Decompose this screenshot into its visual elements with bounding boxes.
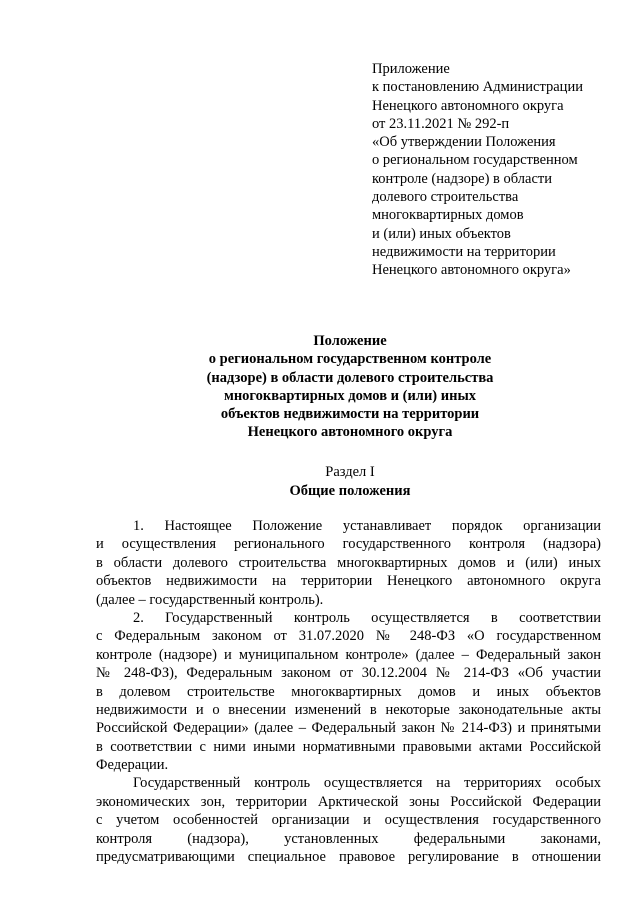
appendix-line: Ненецкого автономного округа» [372,262,571,279]
paragraph-line: предусматривающими специальное правовое регулирование в отношении [96,849,601,866]
paragraph-line: 1. Настоящее Положение устанавливает порядок организации [133,518,601,534]
appendix-line: Приложение [372,61,450,77]
paragraph-line: в области долевого строительства многоквартирных домов и (или) иных [96,554,601,571]
appendix-line: долевого строительства [372,189,519,206]
paragraph-line: 2. Государственный контроль осуществляется в соответствии [133,609,601,626]
paragraph-line: (далее – государственный контроль). [96,591,324,608]
paragraph-line: с учетом особенностей организации и осуществления государственного [96,812,601,829]
paragraph-line: в долевом строительстве многоквартирных домов и иных объектов [96,683,601,700]
title-line: многоквартирных домов и (или) иных [223,387,477,404]
appendix-line: многоквартирных домов [372,207,524,224]
appendix-line: к постановлению Администрации [372,79,583,96]
appendix-line: «Об утверждении Положения [372,134,556,151]
title-line: Положение [313,333,387,349]
title-line: (надзоре) в области долевого строительства [206,369,494,386]
paragraph-line: контроля (надзора), установленных федеральными законами, [96,830,601,847]
paragraph-line: и осуществления регионального государственного контроля (надзора) [96,536,601,553]
document-title [0,332,640,442]
section-name: Общие положения [289,483,411,499]
title-line: Ненецкого автономного округа [247,424,453,441]
paragraph-line: недвижимости и о внесении изменений в некоторые законодательные акты [96,701,601,718]
section-heading [0,463,640,501]
section-number: Раздел I [325,464,375,480]
paragraph-line: № 248-ФЗ), Федеральным законом от 30.12.2004 № 214-ФЗ «Об участии [96,665,601,682]
body-text [96,517,601,866]
paragraph-line: Государственный контроль осуществляется на территориях особых [133,775,601,792]
appendix-line: недвижимости на территории [372,243,556,260]
appendix-line: и (или) иных объектов [372,225,511,242]
appendix-line: от 23.11.2021 № 292-п [372,115,510,132]
paragraph-line: объектов недвижимости на территории Ненецкого автономного округа [96,573,601,590]
paragraph-line: контроле (надзоре) и муниципальном контроле» (далее – Федеральный закон [96,646,601,663]
paragraph-line: экономических зон, территории Арктической зоны Российской Федерации [96,793,601,810]
appendix-line: о региональном государственном [372,152,578,169]
paragraph-line: Российской Федерации» (далее – Федеральный закон № 214-ФЗ) и принятыми [96,720,601,737]
appendix-line: контроле (надзоре) в области [372,170,552,187]
appendix-line: Ненецкого автономного округа [372,97,564,114]
title-line: о региональном государственном контроле [208,351,492,368]
paragraph-line: в соответствии с ними иными нормативными правовыми актами Российской [96,738,601,755]
title-line: объектов недвижимости на территории [220,406,480,423]
appendix-header [372,60,632,280]
paragraph-line: Федерации. [96,757,169,774]
paragraph-line: с Федеральным законом от 31.07.2020 № 248-ФЗ «О государственном [96,628,601,645]
